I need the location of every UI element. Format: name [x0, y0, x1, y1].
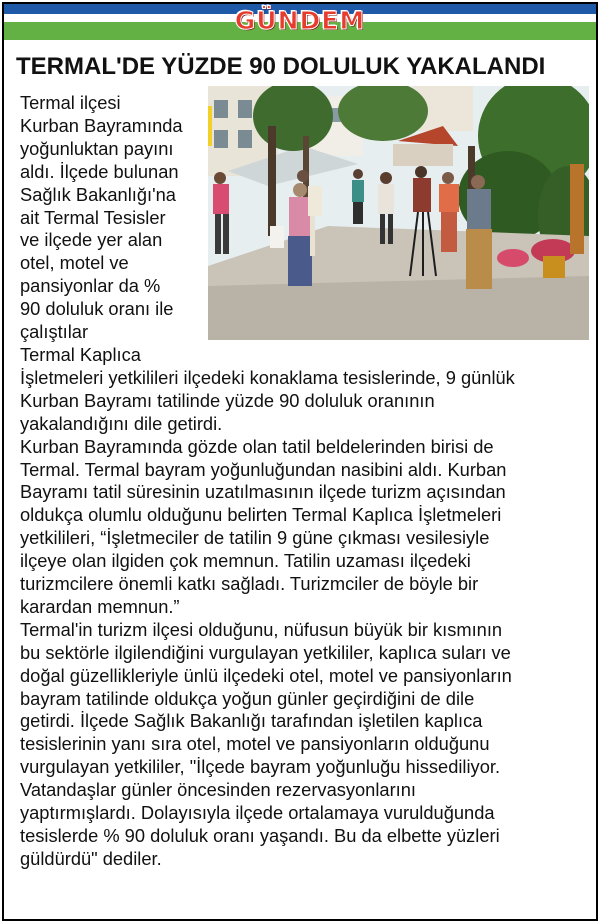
body-line: aldı. İlçede bulunan: [20, 160, 179, 182]
section-header-band: [4, 4, 596, 40]
body-line: yetkilileri, “İşletmeciler de tatilin 9 güne çıkması vesilesiyle: [20, 527, 490, 549]
article-body: [20, 92, 588, 871]
body-line: 90 doluluk oranı ile: [20, 298, 174, 320]
body-line: getirdi. İlçede Sağlık Bakanlığı tarafından işletilen kaplıca: [20, 710, 483, 732]
body-line: yaptırmışlardı. Dolayısıyla ilçede ortalamaya vurulduğunda: [20, 802, 495, 824]
body-line: Bayramı tatil süresinin uzatılmasının ilçede turizm açısından: [20, 481, 506, 503]
body-line: yakalandığını dile getirdi.: [20, 412, 223, 434]
body-line: Termal ilçesi: [20, 92, 121, 113]
body-line: bayram tatilinde oldukça yoğun günler geçirdiğini de dile: [20, 687, 475, 709]
article-headline: TERMAL'DE YÜZDE 90 DOLULUK YAKALANDI: [16, 53, 546, 80]
body-line: doğal güzellikleriyle ünlü ilçedeki otel, motel ve pansiyonların: [20, 664, 512, 686]
body-line: Sağlık Bakanlığı'na: [20, 183, 176, 205]
body-line: Termal Kaplıca: [20, 343, 141, 365]
body-line: karardan memnun.”: [20, 595, 180, 617]
body-line: turizmcilere önemli katkı sağladı. Turizmciler de böyle bir: [20, 573, 479, 595]
body-line: çalıştılar: [20, 321, 89, 343]
body-line: Termal. Termal bayram yoğunluğundan nasibini aldı. Kurban: [20, 458, 507, 480]
body-line: Kurban Bayramında gözde olan tatil beldelerinden birisi de: [20, 435, 494, 457]
body-line: yoğunluktan payını: [20, 137, 174, 159]
body-line: İşletmeleri yetkilileri ilçedeki konaklama tesislerinde, 9 günlük: [20, 366, 515, 388]
body-line: tesislerinin yanı sıra otel, motel ve pansiyonların olduğunu: [20, 733, 490, 755]
body-line: Kurban Bayramında: [20, 114, 183, 136]
section-label: GÜNDEM: [234, 6, 366, 35]
body-line: Vatandaşlar günler öncesinden rezervasyonlarını: [20, 779, 416, 801]
newspaper-clipping: [2, 2, 598, 921]
body-line: tesislerde % 90 doluluk oranı yaşandı. Bu da elbette yüzleri: [20, 825, 500, 846]
body-line: vurgulayan yetkililer, "İlçede bayram yoğunluğu hissediliyor.: [20, 756, 501, 778]
body-line: güldürdü" dediler.: [20, 847, 162, 869]
body-line: Termal'in turizm ilçesi olduğunu, nüfusun büyük bir kısmının: [20, 618, 503, 640]
body-line: ait Termal Tesisler: [20, 206, 166, 228]
body-line: ilçeye olan ilgiden çok memnun. Tatilin uzaması ilçedeki: [20, 550, 471, 572]
body-line: otel, motel ve: [20, 252, 129, 274]
body-line: Kurban Bayramı tatilinde yüzde 90 doluluk oranının: [20, 389, 435, 411]
body-line: pansiyonlar da %: [20, 275, 161, 297]
body-line: oldukça olumlu olduğunu belirten Termal Kaplıca İşletmeleri: [20, 504, 502, 526]
paragraph-2: [20, 436, 588, 619]
paragraph-3: [20, 619, 588, 871]
intro-paragraph-rest: [20, 367, 588, 436]
intro-column: [20, 92, 208, 367]
body-line: bu sektörle ilgilendiğini vurgulayan yetkililer, kaplıca suları ve: [20, 641, 511, 663]
body-line: ve ilçede yer alan: [20, 229, 163, 251]
